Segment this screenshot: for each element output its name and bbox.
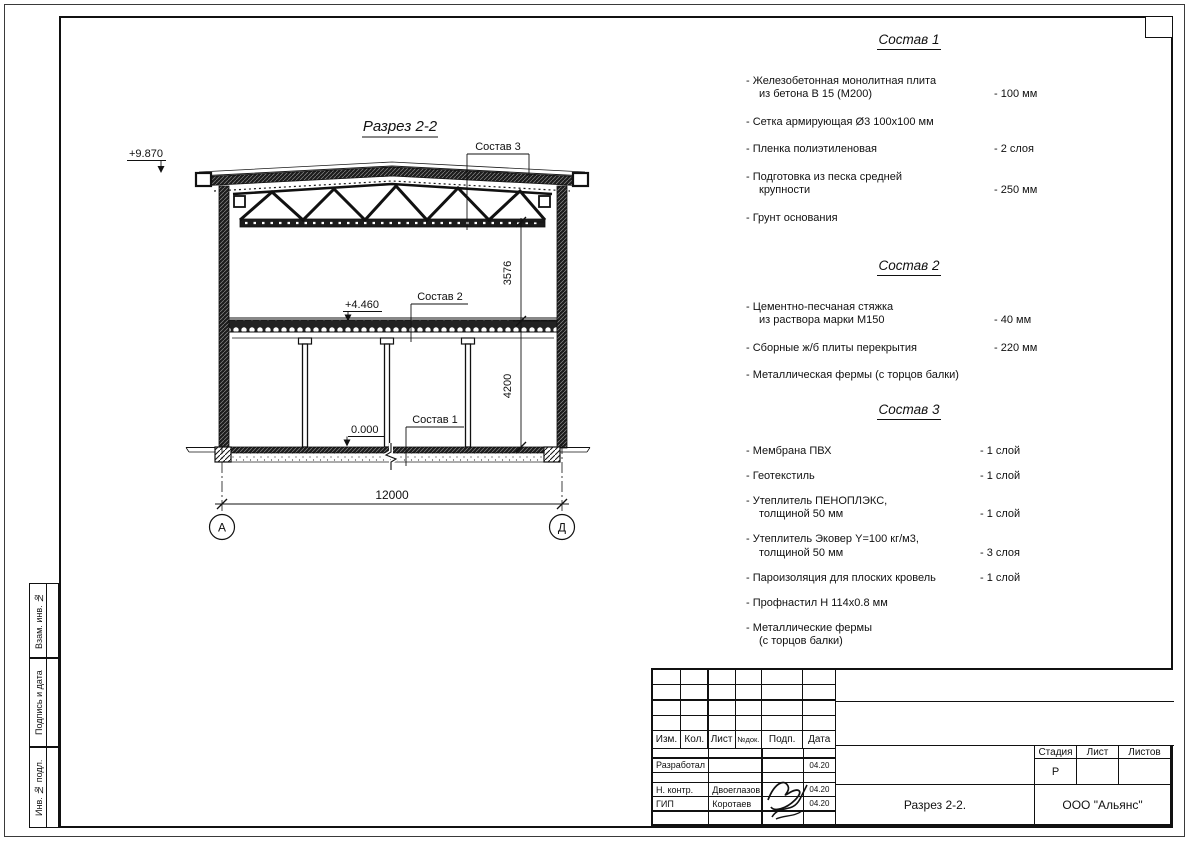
- stamp-label: Взам. инв. №: [34, 592, 44, 649]
- col-header-data: Дата: [803, 731, 835, 748]
- developer-role: Разработал: [653, 759, 708, 772]
- list-item: - Сетка армирующая Ø3 100х100 мм: [746, 115, 934, 128]
- svg-text:+4.460: +4.460: [345, 299, 379, 311]
- leader-sostav2: [411, 291, 468, 342]
- ncontr-name: Двоеглазов: [709, 783, 761, 796]
- grid-cell: [709, 749, 761, 757]
- grid-cell: [653, 685, 680, 699]
- interior-columns: [299, 338, 475, 447]
- list-item: - Профнастил Н 114х0.8 мм: [746, 596, 888, 609]
- grid-cell: [709, 716, 735, 730]
- elevation-roof: [127, 148, 166, 173]
- grid-cell: [681, 716, 707, 730]
- list-item: - Металлические фермы (с торцов балки): [746, 621, 873, 647]
- company-cell: ООО "Альянс": [1034, 785, 1170, 824]
- doc-designation-cell: [835, 702, 1174, 746]
- foundation-left: [215, 447, 231, 462]
- ground-slab: [186, 443, 590, 470]
- grid-cell: [736, 685, 761, 699]
- ncontr-date: 04.20: [804, 783, 835, 796]
- svg-text:Состав 1: Состав 1: [412, 414, 458, 426]
- grid-cell: [709, 685, 735, 699]
- roof-truss: [233, 184, 552, 227]
- list-item: - Пленка полиэтиленовая - 2 слоя: [746, 143, 1035, 155]
- grid-cell: [709, 812, 761, 824]
- grid-cell: [762, 701, 802, 715]
- stamp-label: Инв. № подл.: [34, 759, 44, 816]
- list-item: - Пароизоляция для плоских кровель - 1 слой: [746, 571, 1021, 584]
- composition-title: Состав 1: [877, 32, 942, 50]
- col-header-kol: Кол.: [681, 731, 707, 748]
- list-item: - Грунт основания: [746, 211, 838, 224]
- sheet-value: [1076, 759, 1118, 785]
- grid-cell: [803, 701, 835, 715]
- list-item: - Геотекстиль - 1 слой: [746, 469, 1021, 482]
- gip-name: Коротаев: [709, 797, 761, 810]
- svg-text:Состав 2: Состав 2: [417, 291, 463, 303]
- roof-end-plate-left: [196, 173, 211, 186]
- grid-cell: [653, 670, 680, 684]
- list-item: - Утеплитель ПЕНОПЛЭКС, толщиной 50 мм - 1 слой: [746, 494, 1021, 520]
- composition-title: Состав 3: [877, 402, 942, 420]
- doc-name-upper-cell: [835, 746, 1034, 785]
- dim-3576-label: 3576: [502, 260, 514, 286]
- dim-12000-label: 12000: [375, 488, 409, 502]
- sheets-value: [1118, 759, 1170, 785]
- grid-cell: [653, 812, 708, 824]
- signature-icon: [764, 774, 810, 824]
- dim-4200-label: 4200: [502, 373, 514, 399]
- grid-cell: [709, 759, 761, 772]
- grid-cell: [709, 670, 735, 684]
- grid-cell: [653, 773, 708, 782]
- grid-cell: [681, 670, 707, 684]
- svg-text:Состав 3: Состав 3: [475, 141, 521, 153]
- grid-cell: [763, 749, 803, 757]
- grid-cell: [709, 773, 761, 782]
- grid-cell: [681, 701, 707, 715]
- roof-end-plate-right: [573, 173, 588, 186]
- grid-cell: [653, 749, 708, 757]
- grid-cell: [653, 716, 680, 730]
- grid-cell: [803, 716, 835, 730]
- grid-cell: [681, 685, 707, 699]
- stage-value: Р: [1034, 759, 1076, 785]
- grid-cell: [763, 759, 803, 772]
- grid-cell: [736, 670, 761, 684]
- section-title: Разрез 2-2: [362, 118, 438, 135]
- composition-list-1: [746, 33, 1072, 239]
- list-item: - Железобетонная монолитная плита из бетона В 15 (М200) - 100 мм: [746, 74, 1038, 100]
- axis-letter-left: А: [217, 520, 227, 535]
- elevation-ground: [344, 424, 385, 447]
- gip-role: ГИП: [653, 797, 708, 810]
- sheet-header: Лист: [1076, 746, 1118, 759]
- col-header-list: Лист: [709, 731, 735, 748]
- list-item: - Металлическая фермы (с торцов балки): [746, 369, 959, 381]
- stage-header: Стадия: [1034, 746, 1076, 759]
- foundation-right: [544, 447, 560, 462]
- grid-cell: [762, 685, 802, 699]
- list-item: - Мембрана ПВХ - 1 слой: [746, 444, 1021, 457]
- grid-cell: [736, 716, 761, 730]
- col-header-ndok: №док.: [736, 731, 761, 748]
- grid-cell: [709, 701, 735, 715]
- title-block-revision-grid: [653, 670, 836, 749]
- gip-date: 04.20: [804, 797, 835, 810]
- composition-title: Состав 2: [877, 258, 942, 276]
- svg-text:0.000: 0.000: [351, 424, 379, 436]
- grid-cell: [803, 685, 835, 699]
- doc-title-cell: Разрез 2-2.: [835, 785, 1034, 824]
- wall-right: [557, 186, 567, 448]
- section-view: [127, 118, 590, 540]
- vertical-dimension: [502, 217, 558, 452]
- col-header-podp: Подп.: [762, 731, 802, 748]
- grid-cell: [736, 701, 761, 715]
- leader-sostav3: [467, 141, 529, 230]
- grid-cell: [804, 749, 835, 757]
- composition-list-3: [746, 403, 1072, 660]
- list-item: - Цементно-песчаная стяжка из раствора марки М150 - 40 мм: [746, 300, 1032, 326]
- grid-cell: [762, 716, 802, 730]
- doc-designation-top-cell: [835, 670, 1174, 702]
- grid-cell: [803, 670, 835, 684]
- grid-cell: [762, 670, 802, 684]
- stamp-label: Подпись и дата: [34, 670, 44, 735]
- sheets-header: Листов: [1118, 746, 1170, 759]
- composition-list-2: [746, 259, 1072, 397]
- title-block: [651, 668, 1172, 826]
- svg-text:+9.870: +9.870: [129, 148, 163, 160]
- developer-date: 04.20: [804, 759, 835, 772]
- wall-left: [219, 186, 229, 448]
- col-header-izm: Изм.: [653, 731, 680, 748]
- axis-letter-right: Д: [557, 520, 567, 535]
- list-item: - Подготовка из песка средней крупности - 250 мм: [746, 170, 1038, 196]
- list-item: - Утеплитель Эковер Y=100 кг/м3, толщиной 50 мм - 3 слоя: [746, 533, 1021, 559]
- ncontr-role: Н. контр.: [653, 783, 708, 796]
- floor-slab: [229, 318, 557, 338]
- list-item: - Сборные ж/б плиты перекрытия - 220 мм: [746, 341, 1038, 354]
- grid-cell: [653, 701, 680, 715]
